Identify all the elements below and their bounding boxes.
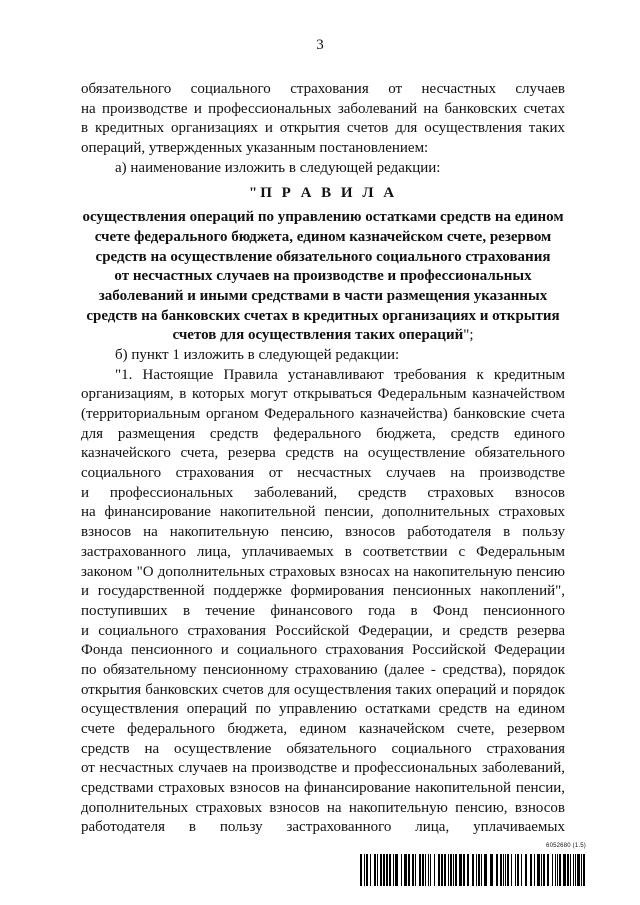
subtitle-line: счете федерального бюджета, едином казначейском счете, резервом	[94, 228, 552, 245]
text-line: дополнительных страховых взносов на накопительную пенсию, взносов	[81, 799, 565, 816]
barcode-code: 6052680 (1.5)	[546, 843, 586, 849]
text-line: счете федерального бюджета, едином казначейском счете, резервом	[81, 721, 565, 737]
barcode-icon	[360, 854, 586, 886]
text-line: казначейского счета, резерва средств на осуществление обязательного	[81, 445, 565, 462]
text-line: законом "О дополнительных страховых взносах на накопительную пенсию	[81, 563, 565, 580]
text-line: осуществления операций по управлению остатками средств на едином	[81, 701, 565, 718]
text-line: по обязательному пенсионному страхованию (далее - средства), порядок	[81, 661, 565, 678]
clause-1-paragraph	[81, 366, 565, 839]
subtitle-line: средств на банковских счетах в кредитных организациях и открытия	[86, 307, 560, 324]
subtitle-line: средств на осуществление обязательного социального страхования	[95, 248, 551, 265]
rules-title: "П Р А В И Л А	[248, 185, 398, 202]
subtitle-line-last	[81, 326, 565, 346]
text-line: в кредитных организациях и открытия счетов для осуществления таких	[81, 120, 565, 137]
subtitle-closing: ";	[463, 327, 474, 344]
subtitle-line: заболеваний и иными средствами в части размещения указанных	[98, 287, 548, 304]
text-line: Фонда пенсионного и социального страхования Российской Федерации	[81, 642, 565, 659]
text-line: и государственной поддержке формирования пенсионных накоплений",	[81, 583, 565, 600]
text-line: для размещения средств федерального бюджета, средств единого	[81, 425, 565, 442]
text-line: и профессиональных заболеваний, средств страховых взносов	[81, 484, 565, 501]
subtitle-line: осуществления операций по управлению остатками средств на едином	[82, 209, 564, 226]
rules-subtitle	[81, 208, 565, 346]
text-line: средств на осуществление обязательного социального страхования	[81, 740, 565, 757]
text-line: от несчастных случаев на производстве и профессиональных заболеваний,	[81, 760, 565, 777]
text-line: на финансирование накопительной пенсии, дополнительных страховых	[81, 504, 565, 521]
subtitle-line: от несчастных случаев на производстве и профессиональных	[114, 268, 532, 285]
text-line: средствами страховых взносов на финансирование накопительной пенсии,	[81, 780, 565, 797]
text-line: организациям, в которых могут открываться Федеральным казначейством	[81, 386, 565, 403]
document-barcode-block	[360, 842, 586, 888]
text-line: обязательного социального страхования от несчастных случаев	[81, 81, 565, 97]
text-line: и социального страхования Российской Федерации, и средств резерва	[81, 622, 565, 639]
text-line: (территориальным органом Федерального казначейства) банковские счета	[81, 406, 565, 422]
item-b: б) пункт 1 изложить в следующей редакции:	[115, 346, 400, 363]
document-body	[81, 80, 565, 838]
text-line: открытия банковских счетов для осуществления таких операций и порядок	[81, 681, 565, 698]
text-line: поступивших в течение финансового года в Фонд пенсионного	[81, 602, 565, 619]
text-line: на производстве и профессиональных заболеваний на банковских счетах	[81, 100, 565, 117]
text-line: операций, утвержденных указанным постановлением:	[81, 140, 429, 157]
page-number: 3	[316, 37, 324, 53]
text-line: взносов на накопительную пенсию, взносов работодателя в пользу	[81, 524, 565, 541]
item-a: а) наименование изложить в следующей редакции:	[115, 159, 441, 176]
text-line: "1. Настоящие Правила устанавливают требования к кредитным	[115, 366, 565, 383]
subtitle-last-text: счетов для осуществления таких операций	[172, 327, 464, 344]
intro-paragraph	[81, 80, 565, 159]
text-line: социального страхования от несчастных случаев на производстве	[81, 465, 565, 482]
text-line: работодателя в пользу застрахованного лица, уплачиваемых	[81, 819, 565, 836]
text-line: застрахованного лица, уплачиваемых в соответствии с Федеральным	[81, 543, 565, 560]
